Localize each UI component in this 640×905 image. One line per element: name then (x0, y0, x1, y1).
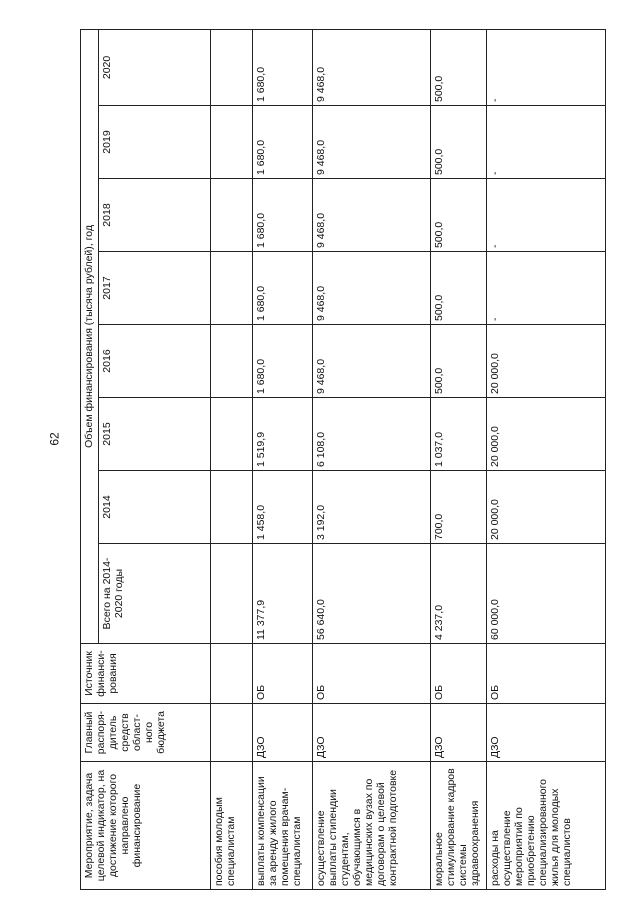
row-manager: ДЗО (313, 704, 431, 762)
row-2014 (211, 471, 253, 544)
row-2016: 500,0 (431, 325, 487, 398)
header-2014: 2014 (99, 471, 211, 544)
row-source: ОБ (487, 644, 606, 704)
row-2014: 700,0 (431, 471, 487, 544)
row-total: 56 640,0 (313, 544, 431, 644)
row-event: выплаты компенсации за аренду жилого помещения врачам-специалистам (253, 762, 313, 890)
header-event: Мероприятие, задача целевой индикатор, на достижение которого направлено финансирование (81, 762, 211, 890)
rotated-table-container (80, 30, 605, 890)
row-total (211, 544, 253, 644)
header-source: Источник финанси-рования (81, 644, 211, 704)
row-2017: 1 680,0 (253, 252, 313, 325)
row-2019 (211, 106, 253, 179)
header-2017: 2017 (99, 252, 211, 325)
row-2014: 1 458,0 (253, 471, 313, 544)
row-2015: 1 519,9 (253, 398, 313, 471)
header-2020: 2020 (99, 29, 211, 105)
row-2016: 1 680,0 (253, 325, 313, 398)
row-2015: 1 037,0 (431, 398, 487, 471)
row-2016: 9 468,0 (313, 325, 431, 398)
row-2020: 500,0 (431, 29, 487, 105)
row-2015 (211, 398, 253, 471)
row-2014: 20 000,0 (487, 471, 606, 544)
financing-table (80, 29, 606, 890)
row-manager: ДЗО (253, 704, 313, 762)
row-2016: 20 000,0 (487, 325, 606, 398)
row-2019: 9 468,0 (313, 106, 431, 179)
row-2016 (211, 325, 253, 398)
row-2020: 1 680,0 (253, 29, 313, 105)
row-2015: 6 108,0 (313, 398, 431, 471)
row-2018: 9 468,0 (313, 179, 431, 252)
row-source: ОБ (313, 644, 431, 704)
row-manager: ДЗО (431, 704, 487, 762)
table-row (211, 29, 253, 889)
row-2018 (211, 179, 253, 252)
header-2015: 2015 (99, 398, 211, 471)
header-total: Всего на 2014-2020 годы (99, 544, 211, 644)
row-2018: 500,0 (431, 179, 487, 252)
row-manager: ДЗО (487, 704, 606, 762)
table-row (313, 29, 431, 889)
row-2020 (211, 29, 253, 105)
row-2019: 1 680,0 (253, 106, 313, 179)
table-row (431, 29, 487, 889)
row-2018: - (487, 179, 606, 252)
header-2019: 2019 (99, 106, 211, 179)
row-manager (211, 704, 253, 762)
row-event: моральное стимулирование кадров системы здравоохранения (431, 762, 487, 890)
row-event: расходы на осуществление мероприятий по приобретению специализированного жилья для молодых специалистов (487, 762, 606, 890)
row-total: 4 237,0 (431, 544, 487, 644)
row-2015: 20 000,0 (487, 398, 606, 471)
row-2017: - (487, 252, 606, 325)
row-2017: 9 468,0 (313, 252, 431, 325)
row-event: осуществление выплаты стипендии студентам, обучающимся в медицинских вузах по договорам о целевой контрактной подготовке (313, 762, 431, 890)
header-2016: 2016 (99, 325, 211, 398)
row-2014: 3 192,0 (313, 471, 431, 544)
row-2017: 500,0 (431, 252, 487, 325)
row-source: ОБ (431, 644, 487, 704)
header-2018: 2018 (99, 179, 211, 252)
row-source (211, 644, 253, 704)
row-event: пособия молодым специалистам (211, 762, 253, 890)
row-2018: 1 680,0 (253, 179, 313, 252)
row-2020: - (487, 29, 606, 105)
row-2019: - (487, 106, 606, 179)
page-number: 62 (47, 432, 62, 446)
row-total: 11 377,9 (253, 544, 313, 644)
row-2019: 500,0 (431, 106, 487, 179)
row-2017 (211, 252, 253, 325)
row-source: ОБ (253, 644, 313, 704)
table-row (253, 29, 313, 889)
header-manager: Главный распоря-дитель средств област-ного бюджета (81, 704, 211, 762)
row-total: 60 000,0 (487, 544, 606, 644)
header-volume: Объем финансирования (тысяча рублей), год (81, 29, 99, 643)
row-2020: 9 468,0 (313, 29, 431, 105)
table-row (487, 29, 606, 889)
